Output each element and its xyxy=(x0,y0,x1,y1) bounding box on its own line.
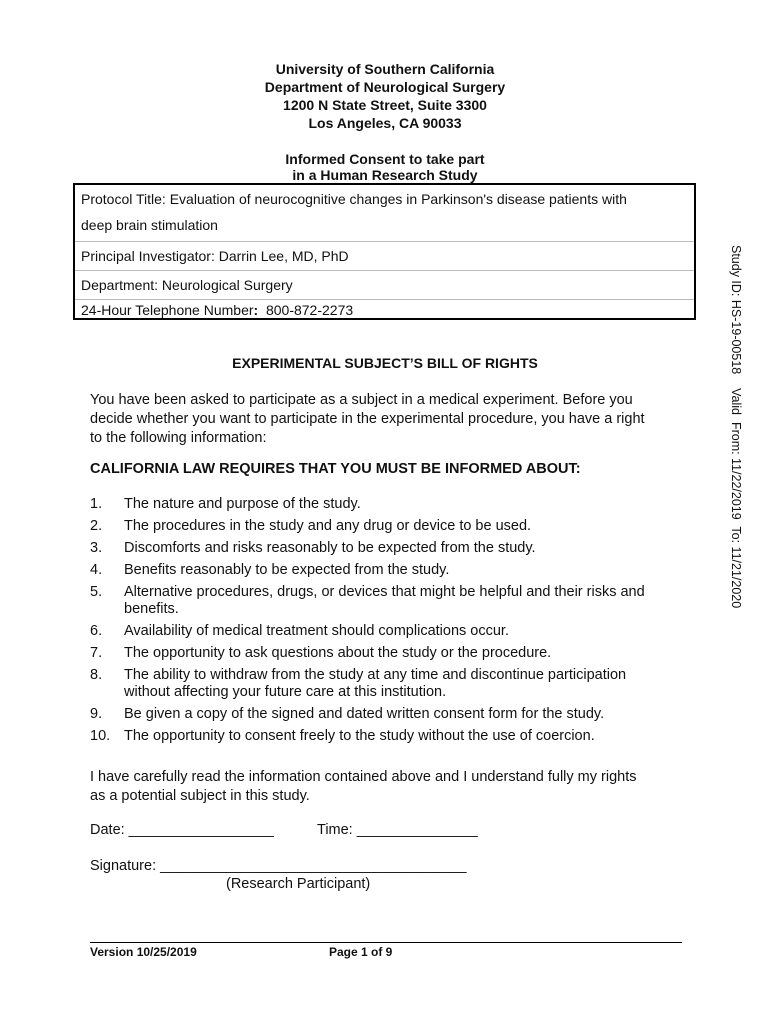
protocol-title-line2: deep brain stimulation xyxy=(81,217,218,233)
intro-line3: to the following information: xyxy=(90,430,267,446)
intro-line1: You have been asked to participate as a subject in a medical experiment. Before you xyxy=(90,392,633,408)
telephone-row xyxy=(75,300,694,318)
time-field[interactable]: Time: _______________ xyxy=(317,822,478,838)
department-row: Department: Neurological Surgery xyxy=(75,271,694,300)
acknowledgement-paragraph xyxy=(90,768,690,806)
rights-item: 4. Benefits reasonably to be expected from the study. xyxy=(90,562,450,578)
acknowledgement-line1: I have carefully read the information contained above and I understand fully my rights xyxy=(90,769,637,785)
intro-paragraph xyxy=(90,391,690,448)
signature-field[interactable]: Signature: ______________________________________ xyxy=(90,858,467,874)
study-validity-stamp: Study ID: HS-19-00518 Valid From: 11/22/2019 To: 11/21/2020 xyxy=(729,245,743,609)
telephone-number: 800-872-2273 xyxy=(258,302,354,318)
rights-item: 3. Discomforts and risks reasonably to be expected from the study. xyxy=(90,540,536,556)
telephone-colon: : xyxy=(253,302,259,318)
footer-divider xyxy=(90,942,682,943)
consent-title-line2: in a Human Research Study xyxy=(292,167,478,183)
rights-item: 8. The ability to withdraw from the study at any time and discontinue participation without affecting your future care at this institution. xyxy=(90,667,627,700)
california-law-heading: CALIFORNIA LAW REQUIRES THAT YOU MUST BE INFORMED ABOUT: xyxy=(90,461,581,477)
rights-item: 10. The opportunity to consent freely to the study without the use of coercion. xyxy=(90,728,595,744)
institution-name: University of Southern California xyxy=(275,61,495,77)
rights-item: 5. Alternative procedures, drugs, or devices that might be helpful and their risks and benefits. xyxy=(90,584,645,617)
rights-item: 2. The procedures in the study and any drug or device to be used. xyxy=(90,518,532,534)
rights-list xyxy=(90,496,690,750)
acknowledgement-line2: as a potential subject in this study. xyxy=(90,788,310,804)
rights-item: 6. Availability of medical treatment should complications occur. xyxy=(90,623,509,639)
study-info-box xyxy=(73,183,696,320)
protocol-title-row xyxy=(75,185,694,242)
protocol-title-line1: Protocol Title: Evaluation of neurocognitive changes in Parkinson's disease patients with xyxy=(81,191,627,207)
telephone-label: 24-Hour Telephone Number xyxy=(81,302,254,318)
version-label: Version 10/25/2019 xyxy=(90,945,197,959)
department-name: Department of Neurological Surgery xyxy=(264,79,506,95)
principal-investigator-row: Principal Investigator: Darrin Lee, MD, PhD xyxy=(75,242,694,271)
street-address: 1200 N State Street, Suite 3300 xyxy=(283,97,487,113)
bill-of-rights-title: EXPERIMENTAL SUBJECT’S BILL OF RIGHTS xyxy=(232,355,538,371)
consent-title-line1: Informed Consent to take part xyxy=(285,151,485,167)
city-address: Los Angeles, CA 90033 xyxy=(308,115,462,131)
rights-item: 7. The opportunity to ask questions about the study or the procedure. xyxy=(90,645,552,661)
intro-line2: decide whether you want to participate in the experimental procedure, you have a right xyxy=(90,411,645,427)
rights-item: 9. Be given a copy of the signed and dated written consent form for the study. xyxy=(90,706,605,722)
date-field[interactable]: Date: __________________ xyxy=(90,822,274,838)
rights-item: 1. The nature and purpose of the study. xyxy=(90,496,361,512)
participant-caption: (Research Participant) xyxy=(226,876,371,892)
page-number: Page 1 of 9 xyxy=(329,945,393,959)
